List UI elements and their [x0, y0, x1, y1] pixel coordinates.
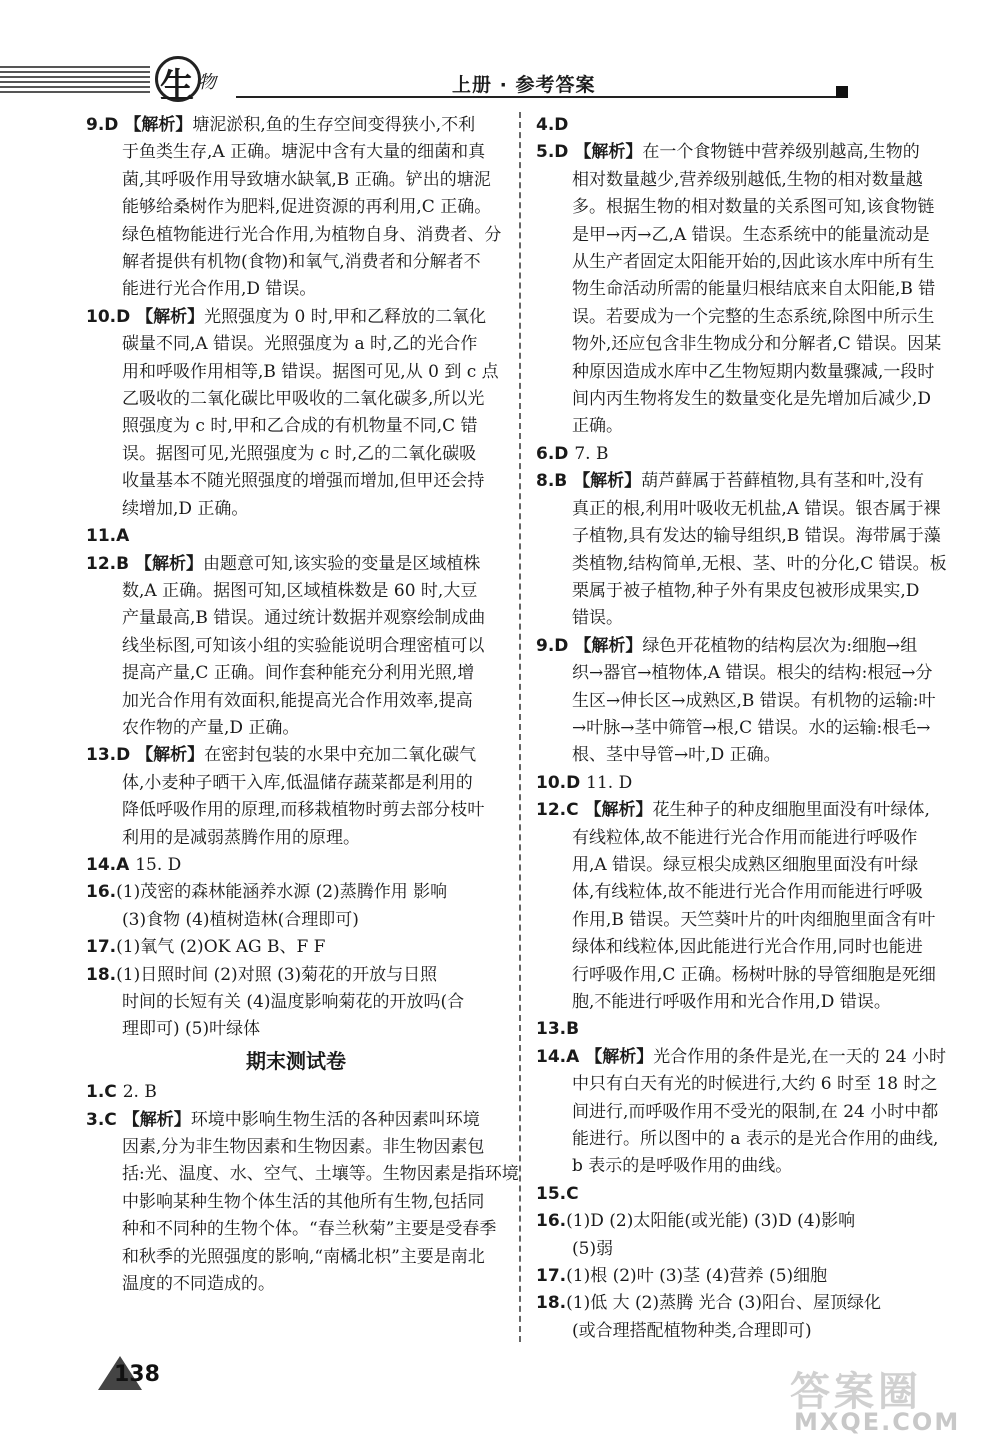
- answer-first-line: [536, 468, 956, 495]
- answer-line: 照强度为 c 时,甲和乙合成的有机物量不同,C 错: [122, 416, 478, 437]
- answer-item: [86, 1107, 519, 1299]
- answer-line: 降低呼吸作用的原理,而移栽植物时剪去部分枝叶: [122, 800, 485, 821]
- answer-item: [536, 112, 956, 139]
- analysis-tag: 【解析】: [585, 1046, 654, 1067]
- answer-choice: C: [566, 800, 585, 821]
- answer-choice: D: [566, 772, 587, 793]
- answer-item: [86, 523, 506, 550]
- answer-text: 葫芦藓属于苔藓植物,具有茎和叶,没有: [641, 471, 924, 492]
- answer-line: 数,A 正确。据图可知,区域植株数是 60 时,大豆: [122, 580, 478, 601]
- answer-first-line: [86, 304, 506, 331]
- answer-line: 用,A 错误。绿豆根尖成熟区细胞里面没有叶绿: [572, 854, 919, 875]
- answer-line: 利用的是减弱蒸腾作用的原理。: [122, 827, 360, 848]
- answer-item: [86, 742, 506, 852]
- question-number: 12.: [536, 800, 567, 821]
- answer-line: 物外,还应包含非生物成分和分解者,C 错误。因某: [572, 334, 942, 355]
- left-column: [86, 112, 519, 1298]
- answer-item: [536, 1208, 956, 1263]
- answer-text: (1)茂密的森林能涵养水源 (2)蒸腾作用 影响: [116, 882, 448, 903]
- answer-text: (1)根 (2)叶 (3)茎 (4)营养 (5)细胞: [566, 1266, 828, 1287]
- answer-line: 收量基本不随光照强度的增强而增加,但甲还会持: [122, 471, 485, 492]
- answer-text: 塘泥淤积,鱼的生存空间变得狭小,不利: [192, 115, 476, 135]
- question-number: 11.: [86, 526, 117, 547]
- answer-text: (1)日照时间 (2)对照 (3)菊花的开放与日照: [116, 964, 438, 985]
- answer-choice: B: [116, 553, 136, 574]
- answer-line: 织→器官→植物体,A 错误。根尖的结构:根冠→分: [572, 663, 933, 684]
- answer-text: 2. B: [122, 1082, 157, 1103]
- answer-choice: C: [104, 1109, 123, 1130]
- answer-first-line: [536, 139, 956, 166]
- answer-line: 菌,其呼吸作用导致塘水缺氧,B 正确。铲出的塘泥: [122, 169, 491, 190]
- watermark: [770, 1360, 970, 1440]
- answer-item: [536, 441, 956, 468]
- page-header: [0, 56, 1000, 108]
- answer-text: 由题意可知,该实验的变量是区域植株: [203, 553, 481, 574]
- answer-line: 错误。: [572, 608, 623, 629]
- answer-first-line: [86, 742, 506, 769]
- answer-line: 能进行。所以图中的 a 表示的是光合作用的曲线,: [572, 1129, 939, 1150]
- answer-first-line: [86, 523, 506, 550]
- answer-line: 中影响某种生物个体生活的其他所有生物,包括同: [122, 1191, 485, 1212]
- answer-choice: D: [116, 306, 137, 327]
- answer-line: 绿体和线粒体,因此能进行光合作用,同时也能进: [572, 937, 923, 958]
- answer-line: (5)弱: [572, 1238, 614, 1259]
- answer-text: 在一个食物链中营养级别越高,生物的: [642, 142, 920, 163]
- answer-item: [86, 112, 506, 304]
- answer-line: 括:光、温度、水、空气、土壤等。生物因素是指环境: [122, 1164, 519, 1185]
- answer-first-line: [536, 1290, 956, 1317]
- answer-choice: D: [116, 745, 137, 766]
- answer-line: 类植物,结构简单,无根、茎、叶的分化,C 错误。板: [572, 553, 947, 574]
- answer-line: 生区→伸长区→成熟区,B 错误。有机物的运输:叶: [572, 690, 936, 711]
- answer-first-line: [86, 879, 506, 906]
- answer-line: 是甲→丙→乙,A 错误。生态系统中的能量流动是: [572, 224, 930, 245]
- analysis-tag: 【解析】: [574, 142, 643, 163]
- answer-item: [536, 633, 956, 770]
- answer-line: 相对数量越少,营养级别越低,生物的相对数量越: [572, 169, 923, 190]
- answer-first-line: [536, 112, 956, 139]
- answer-line: 体,有线粒体,故不能进行光合作用而能进行呼吸: [572, 882, 923, 903]
- answer-first-line: [86, 934, 506, 961]
- answer-line: 用和呼吸作用相等,B 错误。据图可见,从 0 到 c 点: [122, 361, 499, 382]
- answer-first-line: [536, 1181, 956, 1208]
- question-number: 4.: [536, 115, 555, 135]
- question-number: 10.: [86, 306, 117, 327]
- answer-text: 11. D: [586, 772, 633, 793]
- question-number: 16.: [536, 1211, 567, 1232]
- final-exam-answer-list: [86, 1079, 519, 1298]
- analysis-tag: 【解析】: [573, 471, 642, 492]
- watermark-url: MXQE.COM: [794, 1408, 961, 1436]
- answer-line: 温度的不同造成的。: [122, 1274, 275, 1295]
- subject-char: 生: [160, 66, 194, 106]
- answer-choice: C: [566, 1183, 579, 1204]
- answer-first-line: [86, 1079, 506, 1106]
- answer-line: 种原因造成水库中乙生物短期内数量骤减,一段时: [572, 361, 935, 382]
- answer-line: b 表示的是呼吸作用的曲线。: [572, 1156, 793, 1177]
- answer-choice: B: [554, 471, 574, 492]
- answer-choice: D: [104, 115, 125, 135]
- question-number: 18.: [86, 964, 117, 985]
- page-number: 138: [114, 1362, 160, 1387]
- answer-line: 多。根据生物的相对数量的关系图可知,该食物链: [572, 197, 935, 218]
- answer-item: [86, 1079, 506, 1106]
- page-title: 上册 · 参考答案: [452, 74, 596, 96]
- answer-text: 7. B: [574, 443, 609, 464]
- answer-line: 续增加,D 正确。: [122, 498, 249, 519]
- answer-item: [536, 468, 956, 632]
- answer-text: 环境中影响生物生活的各种因素叫环境: [190, 1109, 480, 1130]
- answer-first-line: [536, 441, 956, 468]
- analysis-tag: 【解析】: [584, 800, 653, 821]
- question-number: 14.: [86, 854, 117, 875]
- right-answer-list: [536, 112, 956, 1345]
- answer-line: 乙吸收的二氧化碳比甲吸收的二氧化碳多,所以光: [122, 389, 485, 410]
- section-title: 期末测试卷: [246, 1048, 346, 1073]
- answer-item: [536, 1044, 956, 1181]
- answer-line: 真正的根,利用叶吸收无机盐,A 错误。银杏属于裸: [572, 498, 941, 519]
- answer-first-line: [536, 1208, 956, 1235]
- answer-choice: A: [116, 526, 130, 547]
- answer-text: 在密封包装的水果中充加二氧化碳气: [204, 745, 477, 766]
- answer-line: 产量最高,B 错误。通过统计数据并观察绘制成曲: [122, 608, 486, 629]
- header-stripes: [0, 66, 150, 96]
- answer-line: (或合理搭配植物种类,合理即可): [572, 1320, 812, 1341]
- question-number: 17.: [536, 1266, 567, 1287]
- answer-line: 栗属于被子植物,种子外有果皮包被形成果实,D: [572, 580, 920, 601]
- question-number: 9.: [86, 115, 105, 135]
- answer-line: 时间的长短有关 (4)温度影响菊花的开放吗(合: [122, 992, 465, 1012]
- answer-text: (1)D (2)太阳能(或光能) (3)D (4)影响: [566, 1211, 856, 1232]
- answer-text: 光合作用的条件是光,在一天的 24 小时: [653, 1046, 947, 1067]
- answer-first-line: [536, 770, 956, 797]
- answer-line: 中只有白天有光的时候进行,大约 6 时至 18 时之: [572, 1074, 938, 1095]
- answer-item: [86, 852, 506, 879]
- answer-choice: D: [554, 635, 575, 656]
- question-number: 1.: [86, 1082, 105, 1103]
- question-number: 16.: [86, 882, 117, 903]
- answer-choice: C: [104, 1082, 123, 1103]
- question-number: 18.: [536, 1293, 567, 1314]
- answer-choice: D: [554, 115, 569, 135]
- right-column: [536, 112, 956, 1345]
- answer-item: [536, 797, 956, 1016]
- answer-first-line: [86, 112, 506, 139]
- answer-line: 间进行,而呼吸作用不受光的限制,在 24 小时中都: [572, 1101, 939, 1122]
- answer-text: (1)氧气 (2)OK AG B、F F: [116, 937, 326, 958]
- answer-item: [536, 1290, 956, 1345]
- answer-text: 光照强度为 0 时,甲和乙释放的二氧化: [204, 306, 487, 327]
- answer-item: [536, 139, 956, 440]
- answer-line: 绿色植物能进行光合作用,为植物自身、消费者、分: [122, 224, 502, 245]
- answer-item: [86, 962, 506, 1044]
- answer-choice: D: [554, 443, 575, 464]
- question-number: 15.: [536, 1183, 567, 1204]
- analysis-tag: 【解析】: [136, 745, 205, 766]
- answer-line: 作用,B 错误。天竺葵叶片的叶肉细胞里面含有叶: [572, 909, 936, 930]
- answer-line: 能进行光合作用,D 错误。: [122, 279, 317, 300]
- question-number: 17.: [86, 937, 117, 958]
- answer-line: 加光合作用有效面积,能提高光合作用效率,提高: [122, 690, 473, 711]
- answer-line: 误。据图可见,光照强度为 c 时,乙的二氧化碳吸: [122, 443, 477, 464]
- analysis-tag: 【解析】: [574, 635, 643, 656]
- answer-first-line: [536, 1044, 956, 1071]
- answer-first-line: [86, 1107, 506, 1134]
- question-number: 8.: [536, 471, 555, 492]
- answer-line: 正确。: [572, 416, 623, 437]
- answer-first-line: [536, 797, 956, 824]
- answer-line: 体,小麦种子晒干入库,低温储存蔬菜都是利用的: [122, 772, 473, 793]
- answer-line: 解者提供有机物(食物)和氧气,消费者和分解者不: [122, 252, 481, 273]
- answer-line: 有线粒体,故不能进行光合作用而能进行呼吸作: [572, 827, 918, 848]
- answer-item: [536, 1016, 956, 1043]
- analysis-tag: 【解析】: [135, 553, 204, 574]
- subject-sub: 物: [198, 72, 216, 93]
- answer-text: 15. D: [135, 854, 182, 875]
- answer-item: [536, 1181, 956, 1208]
- answer-line: 子植物,具有发达的输导组织,B 错误。海带属于藻: [572, 526, 941, 547]
- answer-line: 碳量不同,A 错误。光照强度为 a 时,乙的光合作: [122, 334, 478, 355]
- question-number: 3.: [86, 1109, 105, 1130]
- analysis-tag: 【解析】: [122, 1109, 191, 1130]
- column-divider: [519, 112, 521, 1342]
- analysis-tag: 【解析】: [124, 115, 193, 135]
- answer-item: [86, 551, 506, 743]
- answer-line: 农作物的产量,D 正确。: [122, 717, 300, 738]
- answer-choice: B: [566, 1019, 580, 1040]
- question-number: 13.: [536, 1019, 567, 1040]
- answer-line: 提高产量,C 正确。间作套种能充分利用光照,增: [122, 663, 475, 684]
- answer-line: 理即可) (5)叶绿体: [122, 1019, 261, 1040]
- answer-line: (3)食物 (4)植树造林(合理即可): [122, 909, 359, 930]
- question-number: 9.: [536, 635, 555, 656]
- answer-first-line: [536, 1263, 956, 1290]
- watermark-logo-text: 答案圈: [790, 1369, 922, 1415]
- answer-choice: A: [116, 854, 136, 875]
- answer-line: 行呼吸作用,C 正确。杨树叶脉的导管细胞是死细: [572, 964, 936, 985]
- answer-text: 花生种子的种皮细胞里面没有叶绿体,: [652, 800, 930, 821]
- answer-line: 根、茎中导管→叶,D 正确。: [572, 745, 781, 766]
- answer-text: 绿色开花植物的结构层次为:细胞→组: [642, 635, 918, 656]
- answer-line: 胞,不能进行呼吸作用和光合作用,D 错误。: [572, 992, 891, 1012]
- answer-line: 从生产者固定太阳能开始的,因此该水库中所有生: [572, 252, 935, 273]
- answer-choice: D: [554, 142, 575, 163]
- answer-first-line: [86, 852, 506, 879]
- question-number: 12.: [86, 553, 117, 574]
- answer-line: 种和不同种的生物个体。“春兰秋菊”主要是受春季: [122, 1219, 497, 1240]
- left-answer-list: [86, 112, 506, 1044]
- question-number: 10.: [536, 772, 567, 793]
- answer-line: 物生命活动所需的能量归根结底来自太阳能,B 错: [572, 279, 936, 300]
- answer-line: 于鱼类生存,A 正确。塘泥中含有大量的细菌和真: [122, 142, 486, 163]
- question-number: 13.: [86, 745, 117, 766]
- answer-text: (1)低 大 (2)蒸腾 光合 (3)阳台、屋顶绿化: [566, 1293, 881, 1314]
- answer-item: [86, 304, 506, 523]
- answer-item: [536, 770, 956, 797]
- answer-first-line: [536, 633, 956, 660]
- answer-line: 能够给桑树作为肥料,促进资源的再利用,C 正确。: [122, 197, 492, 218]
- answer-line: 误。若要成为一个完整的生态系统,除图中所示生: [572, 306, 935, 327]
- answer-first-line: [86, 962, 506, 989]
- answer-line: 间内丙生物将发生的数量变化是先增加后减少,D: [572, 389, 932, 410]
- answer-item: [86, 934, 506, 961]
- answer-choice: A: [566, 1046, 586, 1067]
- answer-item: [86, 879, 506, 934]
- question-number: 5.: [536, 142, 555, 163]
- header-block: [836, 86, 848, 98]
- answer-line: 因素,分为非生物因素和生物因素。非生物因素包: [122, 1137, 485, 1158]
- answer-line: 线坐标图,可知该小组的实验能说明合理密植可以: [122, 635, 485, 656]
- answer-item: [536, 1263, 956, 1290]
- analysis-tag: 【解析】: [136, 306, 205, 327]
- answer-line: 和秋季的光照强度的影响,“南橘北枳”主要是南北: [122, 1246, 485, 1267]
- page-footer: [90, 1350, 190, 1400]
- question-number: 6.: [536, 443, 555, 464]
- answer-first-line: [86, 551, 506, 578]
- question-number: 14.: [536, 1046, 567, 1067]
- answer-line: →叶脉→茎中筛管→根,C 错误。水的运输:根毛→: [572, 717, 931, 738]
- answer-first-line: [536, 1016, 956, 1043]
